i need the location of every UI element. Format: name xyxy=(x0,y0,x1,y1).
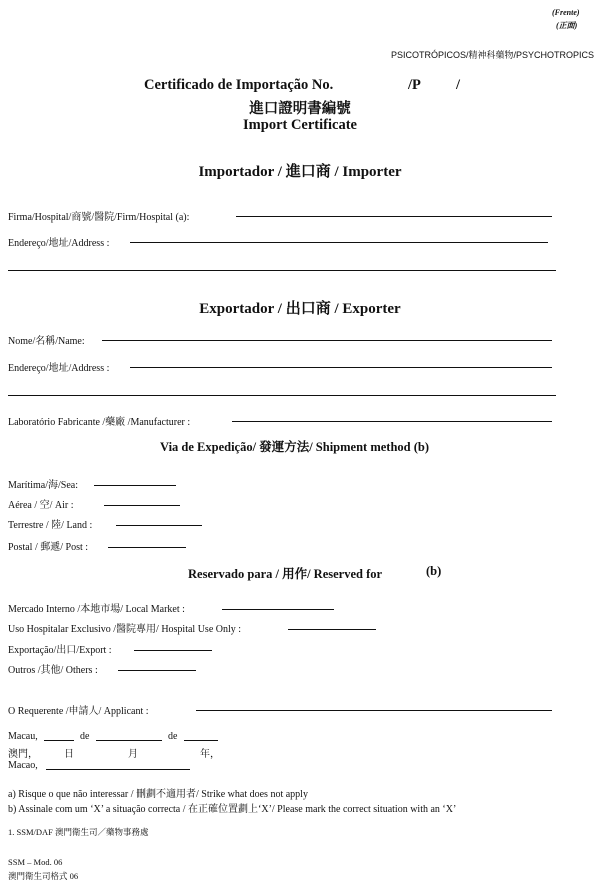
exporter-address-field-2[interactable] xyxy=(8,395,556,396)
hospital-use-label: Uso Hospitalar Exclusivo /醫院專用/ Hospital Use Only : xyxy=(8,624,242,635)
firm-label: Firma/Hospital/商號/醫院/Firm/Hospital (a): xyxy=(8,212,190,223)
date-month-field[interactable] xyxy=(96,740,162,741)
export-label: Exportação/出口/Export : xyxy=(8,645,112,656)
others-label: Outros /其他/ Others : xyxy=(8,665,98,676)
hospital-use-field[interactable] xyxy=(288,629,376,630)
exporter-address-field[interactable] xyxy=(130,367,552,368)
manufacturer-field[interactable] xyxy=(232,421,552,422)
side-label-pt: (Frente) xyxy=(552,8,580,17)
exporter-name-field[interactable] xyxy=(102,340,552,341)
local-market-field[interactable] xyxy=(222,609,334,610)
manufacturer-label: Laboratório Fabricante /藥廠 /Manufacturer : xyxy=(8,417,191,428)
date-day-field[interactable] xyxy=(44,740,74,741)
note-b: b) Assinale com um ‘X’ a situação correcta / 在正確位置劃上‘X’/ Please mark the correct situation with an ‘X’ xyxy=(8,804,457,815)
footer-dept: 1. SSM/DAF 澳門衛生司／藥物事務處 xyxy=(8,827,149,837)
title-zh: 進口證明書編號 xyxy=(249,101,351,117)
date-month-zh: 月 xyxy=(128,749,138,760)
note-a: a) Risque o que não interessar / 刪劃不適用者/ Strike what does not apply xyxy=(8,789,308,800)
importer-address-field-2[interactable] xyxy=(8,270,556,271)
reserved-heading: Reservado para / 用作/ Reserved for xyxy=(188,567,383,581)
applicant-label: O Requerente /申請人/ Applicant : xyxy=(8,706,149,717)
others-field[interactable] xyxy=(118,670,196,671)
title-number-sep-slash: / xyxy=(456,77,461,93)
post-field[interactable] xyxy=(108,547,186,548)
air-field[interactable] xyxy=(104,505,180,506)
footer-model: SSM – Mod. 06 xyxy=(8,857,63,867)
sea-field[interactable] xyxy=(94,485,176,486)
date-place-zh: 澳門， xyxy=(8,749,38,760)
exporter-heading: Exportador / 出口商 / Exporter xyxy=(199,301,401,317)
reserved-heading-note: (b) xyxy=(426,564,442,578)
date-year-zh: 年， xyxy=(200,749,220,760)
footer-model-zh: 澳門衛生司格式 06 xyxy=(8,871,79,881)
date-de-1: de xyxy=(80,731,90,742)
exporter-name-label: Nome/名稱/Name: xyxy=(8,336,85,347)
land-label: Terrestre / 陸/ Land : xyxy=(8,520,93,531)
title-pt: Certificado de Importação No. xyxy=(144,77,334,93)
importer-address-label: Endereço/地址/Address : xyxy=(8,238,110,249)
applicant-signature-field[interactable] xyxy=(196,710,552,711)
date-year-field[interactable] xyxy=(184,740,218,741)
post-label: Postal / 郵遞/ Post : xyxy=(8,542,89,553)
title-number-sep-p: /P xyxy=(408,77,421,93)
title-en: Import Certificate xyxy=(243,117,357,133)
date-day-zh: 日 xyxy=(64,749,74,760)
date-place-pt: Macau, xyxy=(8,731,38,742)
local-market-label: Mercado Interno /本地市場/ Local Market : xyxy=(8,604,185,615)
category-label: PSICOTRÓPICOS/精神科藥物/PSYCHOTROPICS xyxy=(390,50,594,60)
side-label-zh: (正面) xyxy=(556,21,578,30)
export-field[interactable] xyxy=(134,650,212,651)
date-full-field[interactable] xyxy=(46,769,190,770)
firm-field[interactable] xyxy=(236,216,552,217)
sea-label: Marítima/海/Sea: xyxy=(8,480,78,491)
exporter-address-label: Endereço/地址/Address : xyxy=(8,363,110,374)
date-place-2: Macao, xyxy=(8,760,38,771)
land-field[interactable] xyxy=(116,525,202,526)
importer-address-field[interactable] xyxy=(130,242,548,243)
date-de-2: de xyxy=(168,731,178,742)
air-label: Aérea / 空/ Air : xyxy=(8,500,74,511)
importer-heading: Importador / 進口商 / Importer xyxy=(198,164,402,180)
shipment-heading: Via de Expedição/ 發運方法/ Shipment method (b) xyxy=(160,440,430,454)
